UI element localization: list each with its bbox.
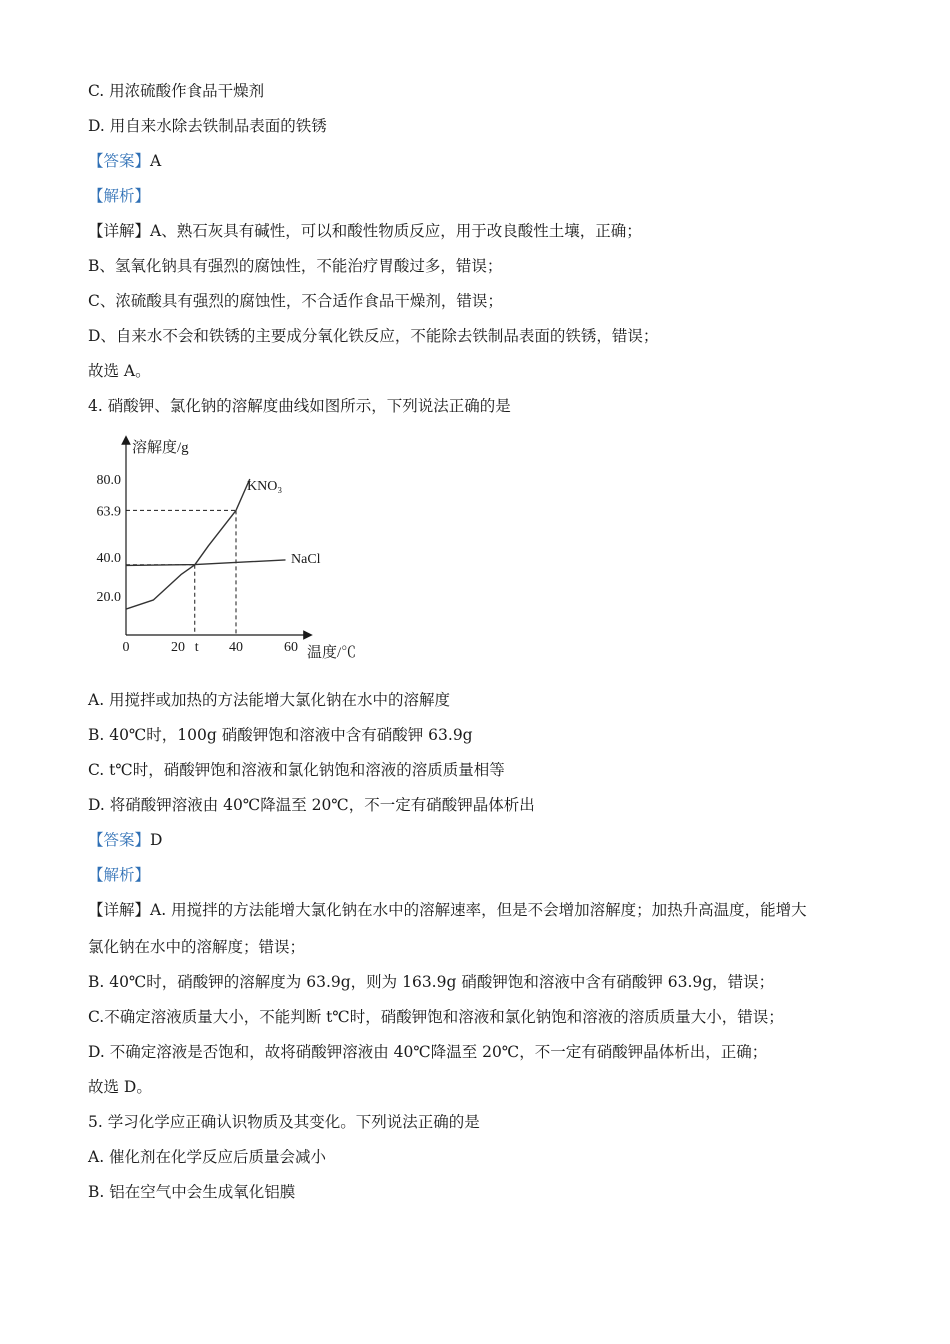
q4-detail-a1 bbox=[88, 900, 807, 920]
y-tick-labels bbox=[97, 473, 122, 605]
y-tick-label: 63.9 bbox=[96, 504, 121, 520]
answer-tag: 【答案】 bbox=[88, 831, 151, 849]
x-tick-label: 40 bbox=[229, 640, 243, 655]
x-tick-label: t bbox=[194, 640, 199, 655]
y-tick-label: 40.0 bbox=[96, 551, 121, 566]
series-kno-line bbox=[126, 479, 250, 609]
q4-option-b: B. 40℃时，100g 硝酸钾饱和溶液中含有硝酸钾 63.9g bbox=[88, 726, 473, 744]
series-lines bbox=[126, 479, 286, 609]
q5-option-b: B. 铝在空气中会生成氧化铝膜 bbox=[88, 1183, 296, 1201]
x-axis-label: 温度/℃ bbox=[307, 645, 357, 661]
q3-option-c: C. 用浓硫酸作食品干燥剂 bbox=[88, 82, 265, 100]
q4-analysis-tag: 【解析】 bbox=[88, 866, 151, 884]
answer-value: D bbox=[150, 831, 163, 849]
q3-analysis-tag: 【解析】 bbox=[88, 187, 151, 205]
x-tick-label: 60 bbox=[284, 640, 298, 655]
q4-answer bbox=[88, 830, 162, 850]
series-label-kno3: KNO₃ bbox=[247, 479, 283, 494]
y-tick-label: 80.0 bbox=[96, 473, 121, 488]
q4-option-d: D. 将硝酸钾溶液由 40℃降温至 20℃，不一定有硝酸钾晶体析出 bbox=[88, 796, 535, 814]
q4-detail-d: D. 不确定溶液是否饱和，故将硝酸钾溶液由 40℃降温至 20℃，不一定有硝酸钾晶体析出，正确； bbox=[88, 1043, 768, 1061]
q3-detail-d: D、自来水不会和铁锈的主要成分氧化铁反应，不能除去铁制品表面的铁锈，错误； bbox=[88, 327, 659, 345]
q4-option-a: A. 用搅拌或加热的方法能增大氯化钠在水中的溶解度 bbox=[88, 691, 451, 709]
q3-answer bbox=[88, 151, 161, 171]
dashed-guides bbox=[126, 510, 236, 635]
q3-detail-b: B、氢氧化钠具有强烈的腐蚀性，不能治疗胃酸过多，错误； bbox=[88, 257, 503, 275]
q4-option-c: C. t℃时，硝酸钾饱和溶液和氯化钠饱和溶液的溶质质量相等 bbox=[88, 761, 505, 779]
chart-axes bbox=[126, 440, 308, 635]
q3-choose: 故选 A。 bbox=[88, 362, 151, 380]
q4-stem: 4. 硝酸钾、氯化钠的溶解度曲线如图所示，下列说法正确的是 bbox=[88, 397, 511, 415]
q4-detail-a2: 氯化钠在水中的溶解度；错误； bbox=[88, 938, 306, 956]
q3-detail-c: C、浓硫酸具有强烈的腐蚀性，不合适作食品干燥剂，错误； bbox=[88, 292, 503, 310]
y-axis-label: 溶解度/g bbox=[132, 440, 189, 456]
q3-option-d: D. 用自来水除去铁制品表面的铁锈 bbox=[88, 117, 327, 135]
series-label-nacl: NaCl bbox=[291, 552, 321, 567]
detail-tag: 【详解】 bbox=[88, 222, 151, 240]
answer-tag: 【答案】 bbox=[88, 152, 151, 170]
q5-stem: 5. 学习化学应正确认识物质及其变化。下列说法正确的是 bbox=[88, 1113, 480, 1131]
q4-detail-b: B. 40℃时，硝酸钾的溶解度为 63.9g，则为 163.9g 硝酸钾饱和溶液中含有硝酸钾 63.9g，错误； bbox=[88, 973, 775, 991]
detail-tag: 【详解】 bbox=[88, 901, 151, 919]
solubility-chart bbox=[86, 430, 386, 665]
detail-text: A. 用搅拌的方法能增大氯化钠在水中的溶解速率，但是不会增加溶解度；加热升高温度，能增大 bbox=[150, 901, 807, 919]
x-tick-labels bbox=[123, 640, 299, 655]
x-tick-label: 0 bbox=[122, 640, 130, 655]
detail-text: A、熟石灰具有碱性，可以和酸性物质反应，用于改良酸性土壤，正确； bbox=[150, 222, 642, 240]
q4-detail-c: C.不确定溶液质量大小，不能判断 t℃时，硝酸钾饱和溶液和氯化钠饱和溶液的溶质质量大小，错误； bbox=[88, 1008, 784, 1026]
q4-choose: 故选 D。 bbox=[88, 1078, 152, 1096]
q5-option-a: A. 催化剂在化学反应后质量会减小 bbox=[88, 1148, 327, 1166]
q3-detail-a bbox=[88, 221, 642, 241]
y-tick-label: 20.0 bbox=[96, 590, 121, 605]
answer-value: A bbox=[150, 152, 162, 170]
x-tick-label: 20 bbox=[171, 640, 185, 655]
series-nacl-line bbox=[126, 560, 286, 566]
chart-labels bbox=[132, 438, 356, 661]
